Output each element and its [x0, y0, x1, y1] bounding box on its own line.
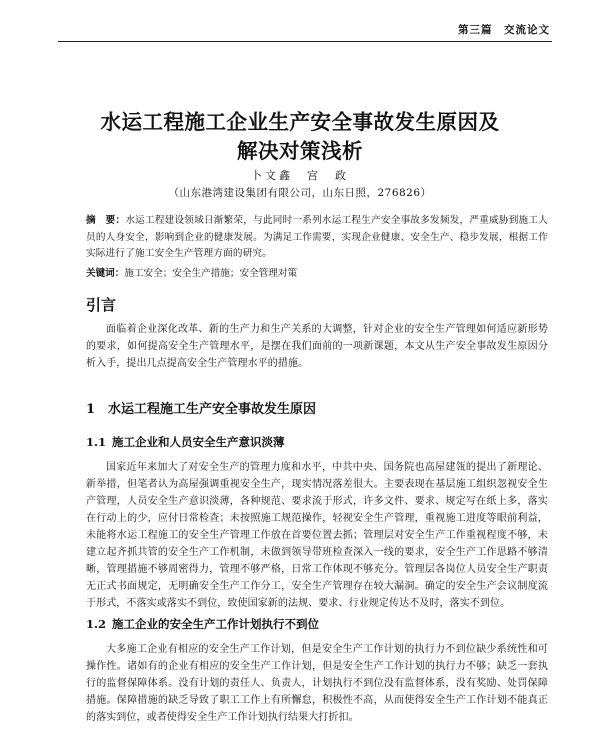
keywords-label: 关键词： — [86, 268, 125, 279]
section-1-2-number: 1.2 — [86, 617, 107, 631]
paper-title-line-2: 解决对策浅析 — [237, 139, 363, 163]
section-1-1-title: 施工企业和人员安全生产意识淡薄 — [112, 435, 285, 449]
running-header: 第三篇 交流论文 — [458, 24, 550, 36]
abstract-text: 水运工程建设领域日渐繁荣，与此同时一系列水运工程生产安全事故多发频发，严重威胁到施工人员的人身安全，影响到企业的健康发展。为满足工作需要，实现企业健康、安全生产、稳步发展，根据工作实际进行了施工安全生产管理方面的研究。 — [86, 215, 548, 259]
section-1-2-heading — [86, 616, 319, 632]
section-1-2-paragraph: 大多施工企业有相应的安全生产工作计划，但是安全生产工作计划的执行力不到位缺少系统性和可操作性。诸如有的企业有相应的安全生产工作计划，但是安全生产工作计划的执行力不够；缺乏一套执行的监督保障体系。没有计划的责任人、负责人，计划执行不到位没有监督体系，没有奖励、处罚保障措施。保障措施的缺乏导致了职工工作上有所懈怠，积极性不高，从而使得安全生产工作计划不能真正的落实到位，或者使得安全生产工作计划执行结果大打折扣。 — [86, 644, 548, 723]
keywords-text: 施工安全；安全生产措施；安全管理对策 — [124, 268, 298, 279]
intro-paragraph: 面临着企业深化改革、新的生产力和生产关系的大调整，针对企业的安全生产管理如何适应新形势的要求，如何提高安全生产管理水平，是摆在我们面前的一项新课题，本文从生产安全事故发生原因分析入手，提出几点提高安全生产管理水平的措施。 — [86, 324, 548, 369]
authors: 卜文鑫 宫 政 — [251, 169, 349, 182]
header-rule — [58, 41, 552, 42]
section-1-1-heading — [86, 434, 285, 450]
section-1-number: 1 — [86, 402, 96, 417]
section-1-title: 水运工程施工生产安全事故发生原因 — [108, 402, 317, 417]
section-1-1-number: 1.1 — [86, 435, 107, 449]
section-1-1-paragraph: 国家近年来加大了对安全生产的管理力度和水平，中共中央、国务院也高屋建瓴的提出了新理论、新举措，但笔者认为高屋强调重视安全生产，现实情况落差很大。主要表现在基层施工组织忽视安全生产管理，人员安全生产意识淡薄，各种规范、要求流于形式，许多文件、要求、规定写在纸上多，落实在行动上的少，应付日常检查；未按照施工规范操作，轻视安全生产管理，重视施工进度等眼前利益，未能将水运工程施工的安全生产管理工作放在首要位置去抓；管理层对安全生产工作重视程度不够，未建立起齐抓共管的安全生产工作机制，未做到领导带班检查深入一线的要求，安全生产工作思路不够清晰，管理措施不够周密得力，管理不够严格，日常工作体现不够充分。管理层各岗位人员安全生产职责无正式书面规定，无明确安全生产工作分工，安全生产管理存在较大漏洞。确定的安全生产会议制度流于形式，不落实或落实不到位，致使国家新的法规、要求、行业规定传达不及时，落实不到位。 — [86, 462, 548, 609]
section-1-2-title: 施工企业的安全生产工作计划执行不到位 — [112, 617, 319, 631]
affiliation: （山东港湾建设集团有限公司，山东日照，276826） — [168, 187, 432, 199]
abstract-label: 摘 要： — [86, 215, 126, 226]
abstract — [86, 213, 548, 263]
keywords — [86, 265, 548, 279]
intro-heading: 引言 — [86, 296, 117, 314]
section-1-heading — [86, 398, 316, 417]
paper-title-line-1: 水运工程施工企业生产安全事故发生原因及 — [100, 110, 500, 134]
